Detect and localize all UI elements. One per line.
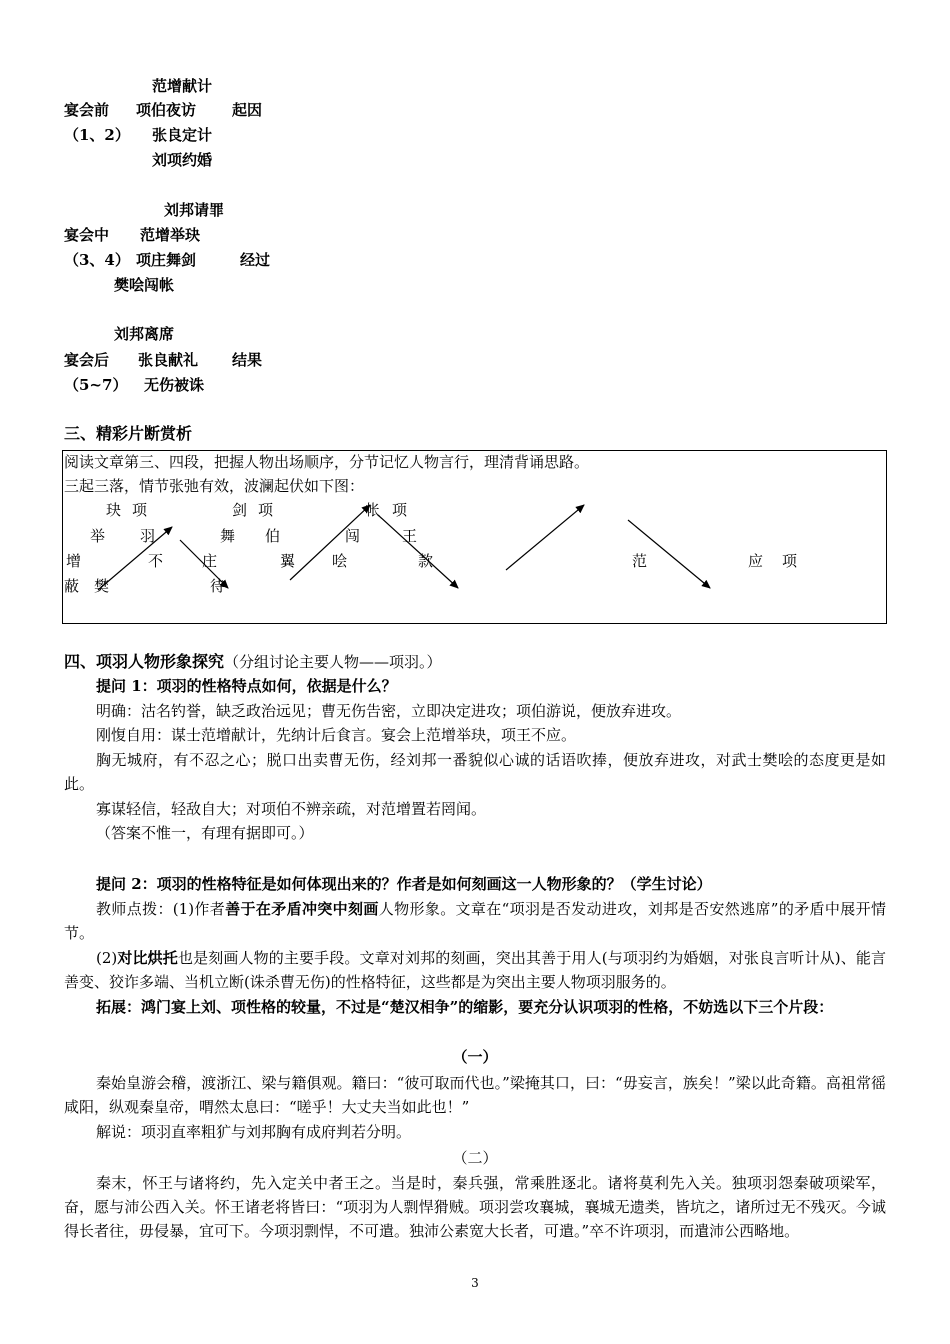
answer-3: 胸无城府，有不忍之心；脱口出卖曹无伤，经刘邦一番貌似心诚的话语吹捧，便放弃进攻，对武士樊哙的态度更是如此。 (64, 751, 886, 793)
section3-line2: 三起三落，情节张弛有效，波澜起伏如下图： (64, 477, 365, 495)
answer-1: 明确：沽名钓誉，缺乏政治远见；曹无伤告密，立即决定进攻；项伯游说，便放弃进攻。 (96, 702, 682, 720)
outline-before-item-2: 项伯夜访 (136, 101, 197, 119)
diagram-char: 帐 (365, 501, 381, 519)
diagram-char: 翼 (280, 552, 296, 570)
arrow-rise-2 (290, 505, 370, 580)
point-1-post: 人物形象。文章在“项羽是否发动进攻，刘邦是否安然逃席”的矛盾中展开情节。 (64, 900, 886, 942)
excerpt-2-title: （二） (452, 1149, 498, 1167)
diagram-char: 项 (132, 501, 148, 519)
outline-after-item-1: 刘邦离席 (114, 325, 175, 343)
excerpt-2-text: 秦末，怀王与诸将约，先入定关中者王之。当是时，秦兵强，常乘胜逐北。诸将莫利先入关。独项羽怨秦破项梁军，奋，愿与沛公西入关。怀王诸老将皆曰：“项羽为人剽悍猾贼。项羽尝攻襄城，襄城无遗类，皆坑之，诸所过无不残灭。今诚得长者往，毋侵暴，宜可下。今项羽剽悍，不可遣。独沛公素宽大长者，可遣。”卒不许项羽，而遣沛公西略地。 (64, 1174, 886, 1240)
outline-before-item-3: 张良定计 (152, 126, 213, 144)
diagram-char: 增 (66, 552, 82, 570)
diagram-char: 项 (392, 501, 408, 519)
outline-before-stage: 起因 (232, 101, 263, 119)
arrow-rise-1 (98, 527, 172, 590)
section4-heading (64, 650, 442, 674)
diagram-char: 蔽 (64, 577, 80, 595)
point-2-post: 也是刻画人物的主要手段。文章对刘邦的刻画，突出其善于用人(与项羽约为婚姻，对张良言听计从)、能言善变、狡诈多端、当机立断(诛杀曹无伤)的性格特征，这些都是为突出主要人物项羽服务的。 (64, 949, 886, 991)
outline-before-label: 宴会前 (64, 101, 110, 119)
point-2-pre: (2) (96, 949, 118, 967)
extension: 拓展：鸿门宴上刘、项性格的较量，不过是“楚汉相争”的缩影，要充分认识项羽的性格，不妨选以下三个片段： (96, 998, 834, 1016)
outline-before-item-1: 范增献计 (152, 77, 213, 95)
outline-before-range: （1、2） (64, 126, 130, 144)
outline-after-label: 宴会后 (64, 351, 110, 369)
diagram-char: 项 (782, 552, 798, 570)
section4-title: 四、项羽人物形象探究 (64, 652, 225, 671)
diagram-char: 范 (632, 552, 648, 570)
point-2 (64, 946, 886, 994)
outline-during-label: 宴会中 (64, 226, 110, 244)
diagram-char: 樊 (94, 577, 110, 595)
outline-after-item-3: 无伤被诛 (144, 376, 205, 394)
answer-2: 刚愎自用：谋士范增献计，先纳计后食言。宴会上范增举玦，项王不应。 (96, 726, 577, 744)
diagram-char: 不 (148, 552, 164, 570)
outline-after-stage: 结果 (232, 351, 263, 369)
outline-after-range: （5~7） (64, 376, 128, 394)
diagram-char: 举 (90, 527, 106, 545)
point-1 (64, 897, 886, 945)
outline-during-item-2: 范增举玦 (140, 226, 201, 244)
excerpt-1-title: （一） (452, 1048, 498, 1066)
outline-during-item-3: 项庄舞剑 (136, 251, 197, 269)
arrow-rise-3 (506, 505, 584, 570)
point-2-bold: 对比烘托 (117, 949, 178, 967)
question-2: 提问 2：项羽的性格特征是如何体现出来的？作者是如何刻画这一人物形象的？（学生讨论） (96, 875, 712, 893)
point-1-bold: 善于在矛盾冲突中刻画 (225, 900, 379, 918)
diagram-char: 伯 (265, 527, 281, 545)
diagram-char: 哙 (332, 552, 348, 570)
outline-during-stage: 经过 (240, 251, 271, 269)
excerpt-1-note: 解说：项羽直率粗犷与刘邦胸有成府判若分明。 (96, 1123, 412, 1141)
outline-before-item-4: 刘项约婚 (152, 151, 213, 169)
arrow-fall-2 (378, 515, 458, 588)
arrow-fall-3 (628, 520, 710, 588)
section4-note: （分组讨论主要人物——项羽。） (224, 653, 442, 671)
diagram-char: 项 (258, 501, 274, 519)
question-1: 提问 1：项羽的性格特点如何，依据是什么？ (96, 677, 397, 695)
diagram-char: 款 (418, 552, 434, 570)
outline-during-item-1: 刘邦请罪 (164, 201, 225, 219)
excerpt-1-text: 秦始皇游会稽，渡浙江、梁与籍俱观。籍曰：“彼可取而代也。”梁掩其口，曰：“毋妄言，族矣！”梁以此奇籍。高祖常徭咸阳，纵观秦皇帝，喟然太息曰：“嗟乎！大丈夫当如此也！” (64, 1074, 886, 1116)
diagram-char: 舞 (220, 527, 236, 545)
diagram-char: 玦 (106, 501, 122, 519)
outline-during-range: （3、4） (64, 251, 130, 269)
outline-after-item-2: 张良献礼 (138, 351, 199, 369)
page-number: 3 (471, 1276, 479, 1290)
diagram-char: 闯 (345, 527, 361, 545)
answer-5: （答案不惟一，有理有据即可。） (96, 824, 314, 842)
diagram-char: 剑 (232, 501, 248, 519)
point-1-pre: 教师点拨：(1)作者 (96, 900, 226, 918)
outline-during-item-4: 樊哙闯帐 (114, 276, 175, 294)
diagram-char: 待 (210, 577, 226, 595)
diagram-char: 庄 (202, 552, 218, 570)
diagram-char: 应 (748, 552, 764, 570)
diagram-char: 羽 (140, 527, 156, 545)
diagram-char: 王 (402, 527, 418, 545)
section3-line1: 阅读文章第三、四段，把握人物出场顺序，分节记忆人物言行，理清背诵思路。 (64, 453, 590, 471)
answer-4: 寡谋轻信，轻敌自大；对项伯不辨亲疏，对范增置若罔闻。 (96, 800, 487, 818)
arrow-fall-1 (180, 540, 228, 588)
section3-heading: 三、精彩片断赏析 (64, 424, 193, 443)
